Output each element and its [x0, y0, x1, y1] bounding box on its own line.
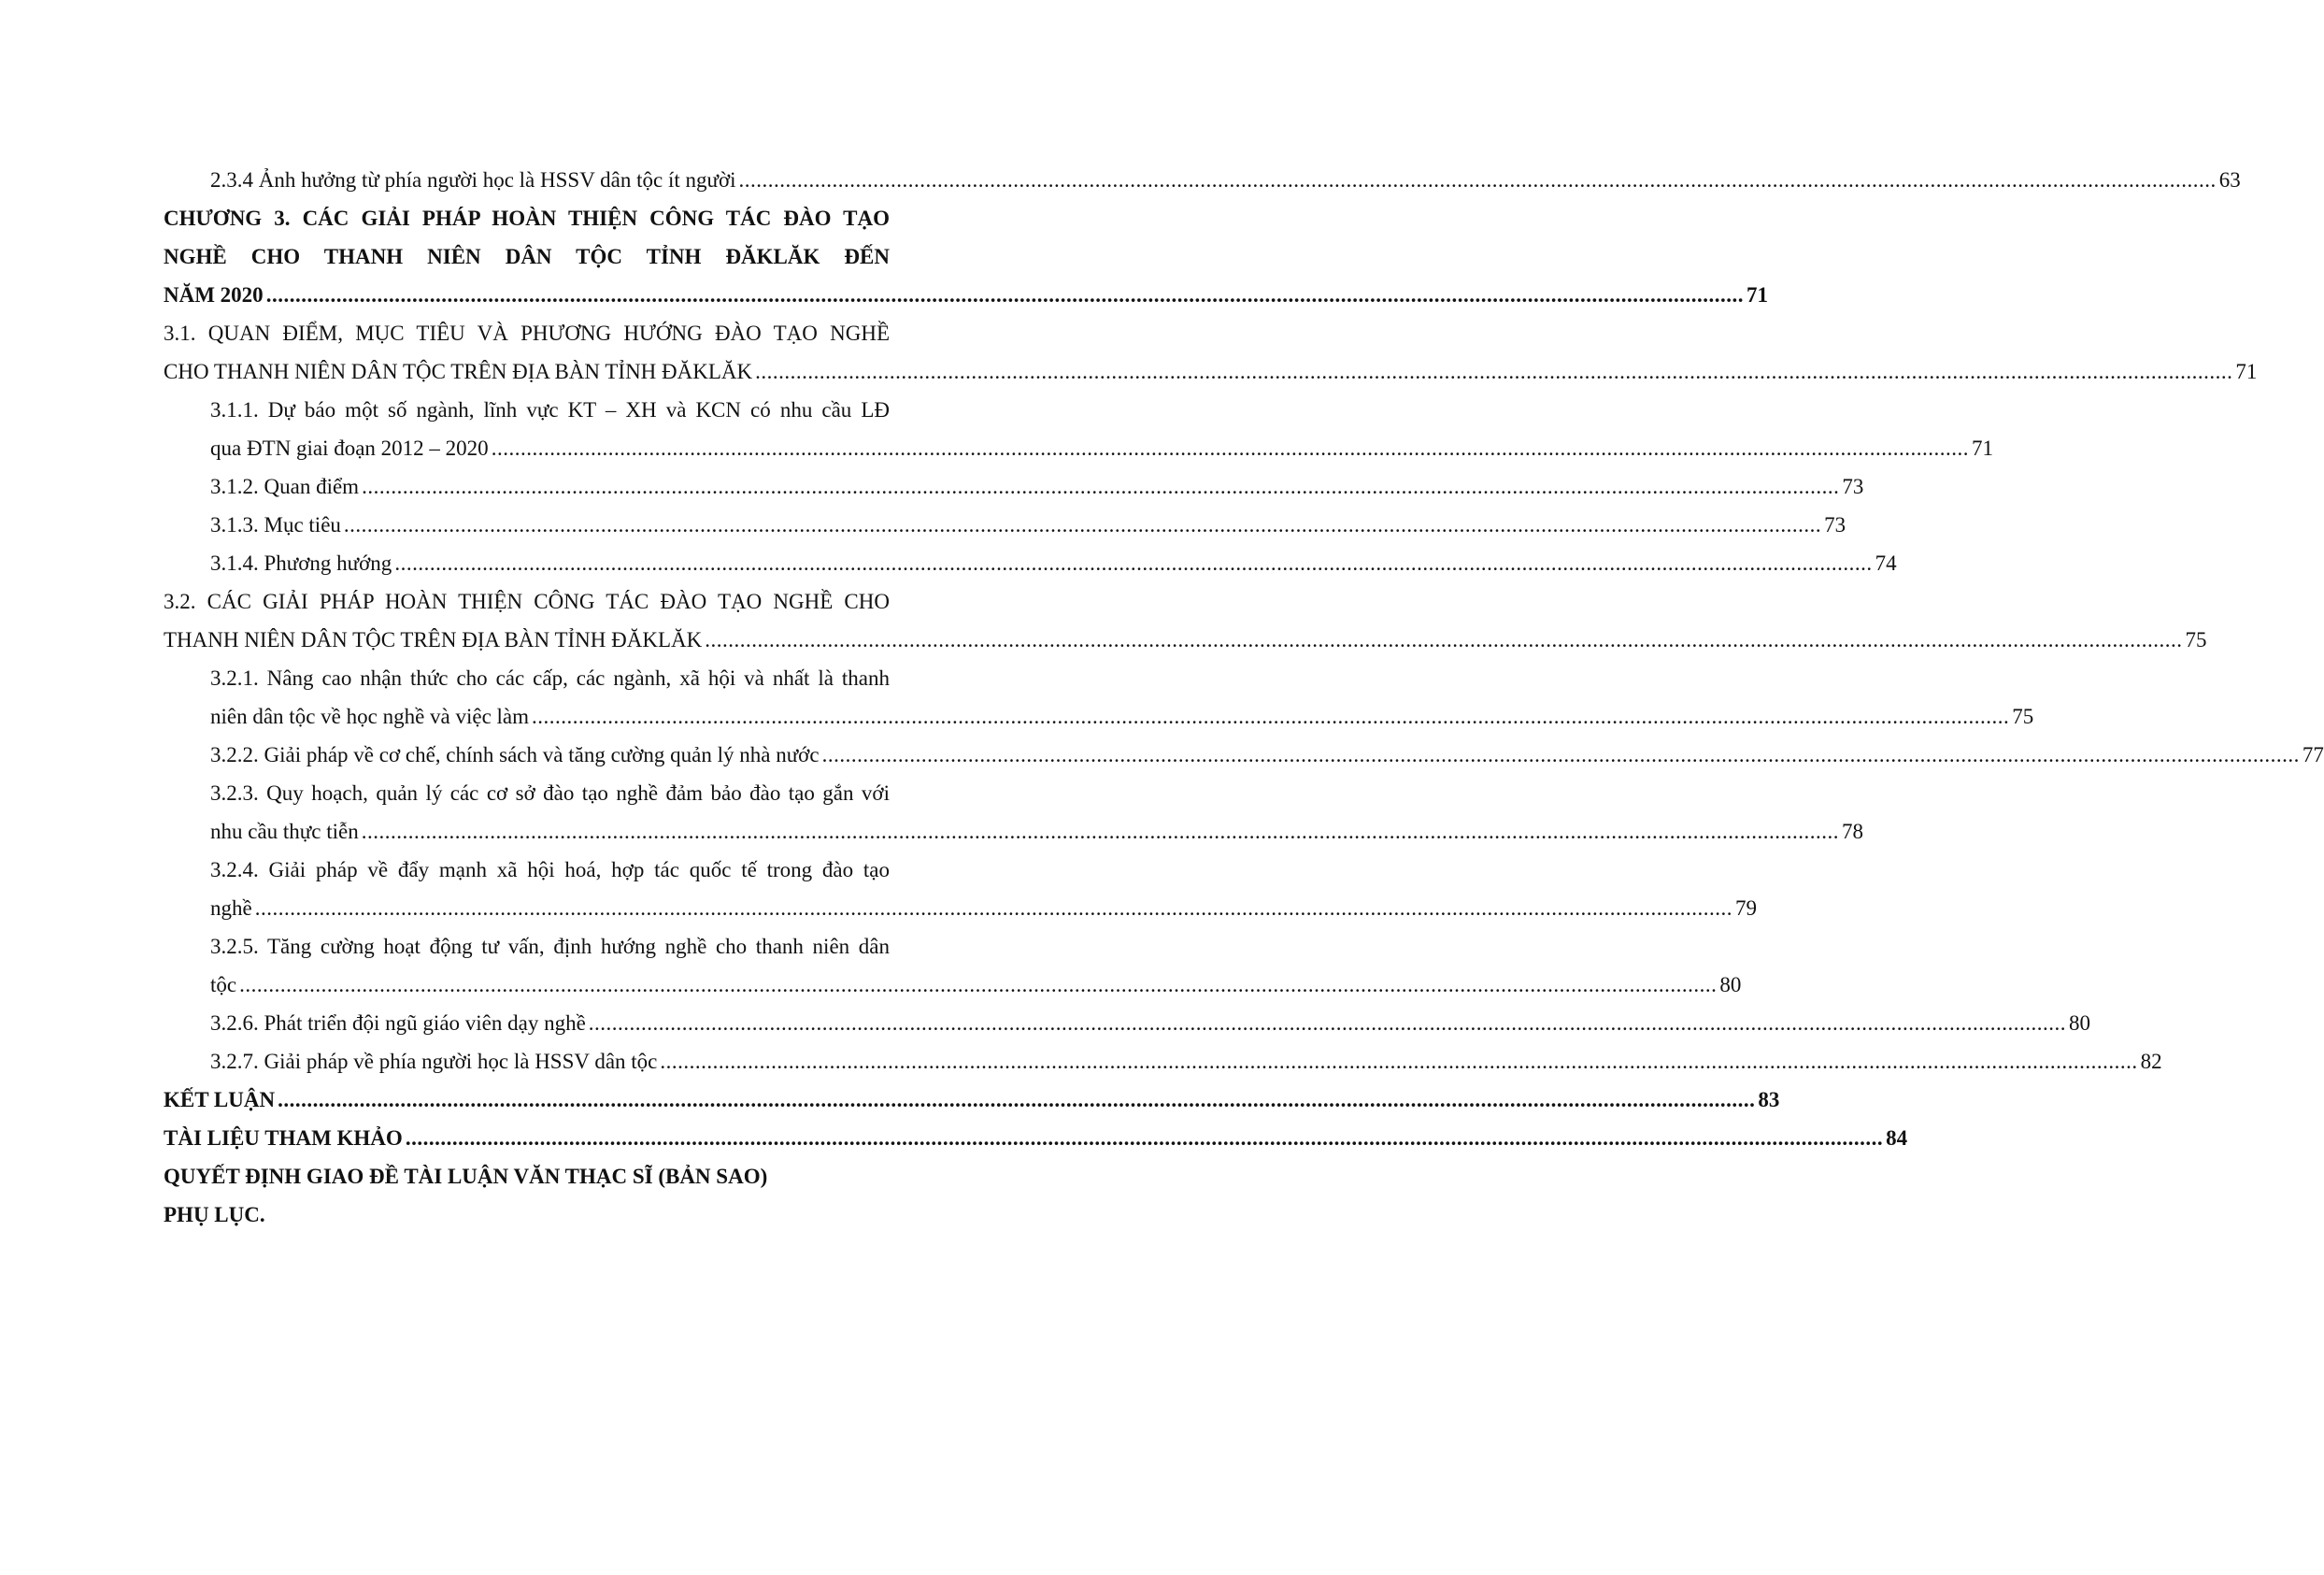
- dot-leader: [406, 1119, 1883, 1157]
- toc-entry-3-2[interactable]: [164, 582, 2207, 659]
- toc-entry-title-line: 3.2.4. Giải pháp về đẩy mạnh xã hội hoá, hợp tác quốc tế trong đào tạo: [210, 858, 890, 881]
- toc-page-number: 73: [1824, 513, 1846, 537]
- toc-entry-3-2-1[interactable]: [164, 659, 2034, 736]
- toc-page-number: 77: [2302, 743, 2324, 766]
- dot-leader: [755, 352, 2232, 391]
- toc-entry-2-3-4[interactable]: [164, 161, 2241, 199]
- toc-page-number: 71: [1971, 437, 1993, 460]
- toc-entry-title-line: niên dân tộc về học nghề và việc làm: [210, 705, 530, 728]
- toc-entry-title: QUYẾT ĐỊNH GIAO ĐỀ TÀI LUẬN VĂN THẠC SĨ (BẢN SAO): [164, 1165, 768, 1188]
- toc-entry-title: TÀI LIỆU THAM KHẢO: [164, 1126, 403, 1150]
- dot-leader: [278, 1081, 1755, 1119]
- dot-leader: [266, 276, 1744, 314]
- toc-page-number: 78: [1841, 820, 1863, 843]
- toc-page-number: 75: [2012, 705, 2034, 728]
- toc-entry-title-line: nhu cầu thực tiễn: [210, 820, 359, 843]
- toc-entry-title: 3.2.6. Phát triển đội ngũ giáo viên dạy nghề: [210, 1011, 586, 1035]
- toc-entry-title-line: 3.2.3. Quy hoạch, quản lý các cơ sở đào tạo nghề đảm bảo đào tạo gắn với: [210, 781, 890, 805]
- toc-entry-tai-lieu[interactable]: [164, 1119, 1908, 1157]
- toc-entry-3-1-2[interactable]: [164, 467, 1864, 506]
- toc-page-number: 63: [2218, 168, 2241, 192]
- toc-page-number: 84: [1886, 1126, 1908, 1150]
- toc-entry-3-2-4[interactable]: [164, 851, 1757, 927]
- toc-entry-title-line: CHO THANH NIÊN DÂN TỘC TRÊN ĐỊA BÀN TỈNH ĐĂKLĂK: [164, 360, 753, 383]
- toc-entry-3-2-2[interactable]: [164, 736, 2324, 774]
- toc-entry-3-2-6[interactable]: [164, 1004, 2091, 1042]
- toc-entry-title-line: nghề: [210, 896, 252, 920]
- toc-page-number: 79: [1734, 896, 1757, 920]
- toc-entry-title-line: 3.2.1. Nâng cao nhận thức cho các cấp, các ngành, xã hội và nhất là thanh: [210, 666, 890, 690]
- toc-entry-title: 2.3.4 Ảnh hưởng từ phía người học là HSSV dân tộc ít người: [210, 168, 736, 192]
- dot-leader: [492, 429, 1969, 467]
- toc-entry-title: 3.2.2. Giải pháp về cơ chế, chính sách và tăng cường quản lý nhà nước: [210, 743, 820, 766]
- toc-entry-title-line: 3.1.1. Dự báo một số ngành, lĩnh vực KT – XH và KCN có nhu cầu LĐ: [210, 398, 890, 422]
- toc-entry-title: 3.1.3. Mục tiêu: [210, 513, 341, 537]
- toc-page-number: 73: [1842, 475, 1864, 498]
- toc-page-number: 74: [1875, 551, 1897, 575]
- dot-leader: [239, 966, 1717, 1004]
- dot-leader: [532, 697, 2009, 736]
- toc-entry-title-line: NĂM 2020: [164, 283, 264, 307]
- dot-leader: [739, 161, 2217, 199]
- toc-entry-title-line: tộc: [210, 973, 237, 996]
- toc-entry-title-line: 3.2.5. Tăng cường hoạt động tư vấn, định hướng nghề cho thanh niên dân: [210, 935, 890, 958]
- toc-page-number: 71: [1746, 283, 1768, 307]
- toc-entry-title-line: 3.1. QUAN ĐIỂM, MỤC TIÊU VÀ PHƯƠNG HƯỚNG ĐÀO TẠO NGHỀ: [164, 322, 890, 345]
- toc-page-number: 83: [1758, 1088, 1780, 1111]
- dot-leader: [705, 621, 2182, 659]
- toc-page-number: 71: [2235, 360, 2258, 383]
- dot-leader: [344, 506, 1821, 544]
- toc-entry-title: 3.2.7. Giải pháp về phía người học là HSSV dân tộc: [210, 1050, 658, 1073]
- dot-leader: [660, 1042, 2137, 1081]
- toc-entry-3-2-5[interactable]: [164, 927, 1742, 1004]
- toc-entry-3-2-3[interactable]: [164, 774, 1863, 851]
- toc-entry-title-line: THANH NIÊN DÂN TỘC TRÊN ĐỊA BÀN TỈNH ĐĂKLĂK: [164, 628, 703, 651]
- toc-page-number: 80: [2069, 1011, 2091, 1035]
- table-of-contents: [164, 161, 2324, 1234]
- toc-entry-phu-luc[interactable]: [164, 1196, 890, 1234]
- dot-leader: [589, 1004, 2066, 1042]
- toc-entry-3-1[interactable]: [164, 314, 2258, 391]
- toc-entry-title-line: 3.2. CÁC GIẢI PHÁP HOÀN THIỆN CÔNG TÁC ĐÀO TẠO NGHỀ CHO: [164, 590, 890, 613]
- toc-entry-3-1-3[interactable]: [164, 506, 1846, 544]
- toc-entry-chapter-3[interactable]: [164, 199, 1768, 314]
- dot-leader: [255, 889, 1732, 927]
- toc-entry-title: PHỤ LỤC.: [164, 1203, 265, 1226]
- toc-entry-title: 3.1.2. Quan điểm: [210, 475, 360, 498]
- toc-entry-quyet-dinh[interactable]: [164, 1157, 890, 1196]
- toc-entry-title: 3.1.4. Phương hướng: [210, 551, 392, 575]
- toc-entry-title-line: CHƯƠNG 3. CÁC GIẢI PHÁP HOÀN THIỆN CÔNG TÁC ĐÀO TẠO: [164, 207, 890, 230]
- dot-leader: [394, 544, 1872, 582]
- toc-entry-title: KẾT LUẬN: [164, 1088, 276, 1111]
- toc-page-number: 75: [2185, 628, 2207, 651]
- toc-entry-title-line: NGHỀ CHO THANH NIÊN DÂN TỘC TỈNH ĐĂKLĂK ĐẾN: [164, 245, 890, 268]
- toc-entry-3-1-1[interactable]: [164, 391, 1993, 467]
- toc-page-number: 80: [1719, 973, 1742, 996]
- toc-page-number: 82: [2140, 1050, 2162, 1073]
- dot-leader: [362, 467, 1839, 506]
- toc-entry-3-1-4[interactable]: [164, 544, 1897, 582]
- toc-entry-3-2-7[interactable]: [164, 1042, 2162, 1081]
- toc-entry-title-line: qua ĐTN giai đoạn 2012 – 2020: [210, 437, 489, 460]
- toc-entry-ket-luan[interactable]: [164, 1081, 1780, 1119]
- dot-leader: [822, 736, 2300, 774]
- dot-leader: [362, 812, 1839, 851]
